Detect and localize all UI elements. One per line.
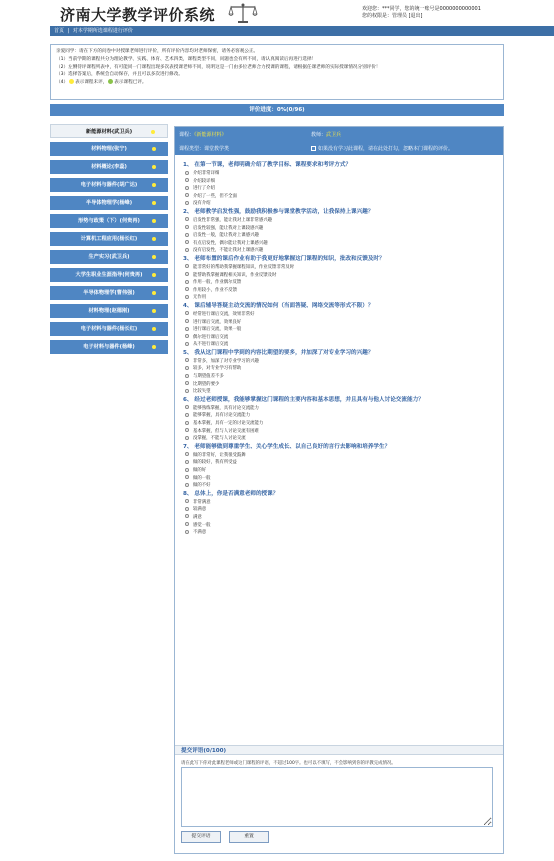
balance-scale-icon [228, 2, 258, 24]
answer-option[interactable] [183, 225, 497, 233]
unrated-dot-icon [152, 165, 156, 169]
answer-option-label: 基本掌握，但与人讨论交流有困难 [193, 428, 259, 434]
breadcrumb [50, 26, 554, 36]
answer-option[interactable] [183, 529, 497, 537]
course-item[interactable] [50, 160, 168, 174]
answer-option-label: 能非常好的帮助我掌握课程知识，作业反馈非常及时 [193, 264, 294, 270]
answer-option[interactable] [183, 388, 497, 396]
unrated-dot-icon [151, 130, 155, 134]
radio-button[interactable] [185, 499, 189, 503]
radio-button[interactable] [185, 421, 189, 425]
radio-button[interactable] [185, 334, 189, 338]
answer-option[interactable] [183, 247, 497, 255]
answer-option-label: 做的好 [193, 468, 207, 473]
answer-option[interactable] [183, 193, 497, 201]
answer-option[interactable] [183, 420, 497, 428]
answer-option[interactable] [183, 381, 497, 389]
question-title: 4、 课后辅导答疑主动交流的情况如何（当面答疑、网络交流等形式不限）？ [183, 302, 374, 309]
question-title: 3、 老师布置的课后作业有助于我更好地掌握这门课程的知识，批改和反馈及时？ [183, 255, 385, 262]
answer-option-label: 做的非常好，让我很受鼓舞 [193, 452, 246, 458]
course-sidebar [50, 124, 168, 358]
answer-option-label: 做的较好，我有所受益 [193, 460, 237, 466]
question [183, 302, 497, 349]
comment-textarea[interactable] [181, 767, 493, 827]
course-item-label: 大学生职业生涯指导(何贵再) [75, 272, 143, 278]
unrated-dot-icon [152, 309, 156, 313]
unrated-dot-icon [152, 327, 156, 331]
course-item[interactable] [50, 214, 168, 228]
teacher-info [311, 131, 341, 138]
unrated-dot-icon [152, 273, 156, 277]
radio-button[interactable] [185, 280, 189, 284]
course-item-label: 新能源材料(武卫兵) [85, 129, 133, 135]
radio-button[interactable] [185, 389, 189, 393]
answer-option-label: 启发性较强，能让我对上课较感兴趣 [193, 225, 264, 231]
radio-button[interactable] [185, 171, 189, 175]
radio-button[interactable] [185, 436, 189, 440]
question [183, 443, 497, 490]
answer-option-label: 不满意 [193, 530, 207, 536]
radio-button[interactable] [185, 319, 189, 323]
radio-button[interactable] [185, 248, 189, 252]
answer-option[interactable] [183, 435, 497, 443]
legend-prefix: （4） [56, 80, 69, 86]
answer-option-label: 非常多，加深了对专业学习的兴趣 [193, 358, 259, 364]
notice-legend [56, 79, 498, 87]
comment-title: 提交评语(0/100) [175, 745, 503, 755]
course-item-label: 电子材料与器件(杨长红) [80, 326, 138, 332]
radio-button[interactable] [185, 178, 189, 182]
answer-option[interactable] [183, 287, 497, 295]
answer-option[interactable] [183, 506, 497, 514]
course-item[interactable] [50, 196, 168, 210]
skip-note: 如果没有学习此课程，请在此处打勾，忽略本门课程的评价。 [318, 146, 454, 152]
answer-option-label: 介绍了一些，但不全面 [193, 193, 237, 199]
answer-option[interactable] [183, 170, 497, 178]
course-item-label: 计算机工程应用(杨长红) [80, 236, 138, 242]
answer-option-label: 没有启发性，不能让我对上课感兴趣 [193, 248, 264, 254]
answer-option[interactable] [183, 279, 497, 287]
answer-option-label: 感觉一般 [193, 522, 211, 528]
course-item[interactable] [50, 322, 168, 336]
notice-box [50, 44, 504, 100]
notice-line: （1）当前学期的课程共分为理论教学、实践、体育、艺术四类，课程类型不同，问题也会有所不同，请认真阅读后再进行选择！ [56, 56, 317, 62]
answer-option-label: 介绍非常详细 [193, 171, 220, 176]
teacher-label: 教师： [311, 132, 327, 138]
unrated-dot-icon [152, 183, 156, 187]
progress-bar: 评价进度：0%(0/96) [50, 104, 504, 116]
answer-option[interactable] [183, 475, 497, 483]
answer-option[interactable] [183, 200, 497, 208]
course-type: 课程类型：课堂教学类 [179, 146, 230, 152]
radio-button[interactable] [185, 193, 189, 197]
answer-option[interactable] [183, 467, 497, 475]
radio-button[interactable] [185, 217, 189, 221]
answer-option-label: 进行了介绍 [193, 186, 215, 192]
answer-option-label: 非常满意 [193, 499, 211, 505]
nav-home-link[interactable]: 首页 [54, 28, 65, 34]
answer-option-label: 进行课后交流，效果一般 [193, 327, 242, 333]
unrated-dot-icon [152, 345, 156, 349]
question-title: 2、 老师教学启发性强，鼓励我积极参与课堂教学活动，让我保持上课兴趣？ [183, 208, 374, 215]
reset-button[interactable]: 重置 [229, 831, 269, 843]
answer-option[interactable] [183, 482, 497, 490]
course-item[interactable] [50, 340, 168, 354]
answer-option[interactable] [183, 319, 497, 327]
question-title: 7、 老师能够做到尊重学生、关心学生成长、以自己良好的言行去影响和培养学生？ [183, 443, 391, 450]
answer-option-label: 作用一般，作业偶尔反馈 [193, 280, 242, 286]
answer-option[interactable] [183, 294, 497, 302]
radio-button[interactable] [185, 405, 189, 409]
radio-button[interactable] [185, 468, 189, 472]
course-item-label: 材料概论(李蕊) [91, 164, 127, 170]
course-item-label: 材料物理(张宁) [91, 146, 127, 152]
radio-button[interactable] [185, 272, 189, 276]
question [183, 208, 497, 255]
radio-button[interactable] [185, 381, 189, 385]
answer-option-label: 做的不好 [193, 483, 211, 489]
answer-option-label: 有点启发性，偶尔能让我对上课感兴趣 [193, 240, 268, 246]
answer-option[interactable] [183, 311, 497, 319]
answer-option[interactable] [183, 452, 497, 460]
radio-button[interactable] [185, 264, 189, 268]
radio-button[interactable] [185, 342, 189, 346]
course-item[interactable] [50, 250, 168, 264]
course-item-label: 半导体物理学(曹伟强) [83, 290, 135, 296]
evaluation-panel [174, 126, 504, 854]
answer-option[interactable] [183, 217, 497, 225]
nav-current: 对本学期所选课程进行评价 [72, 28, 133, 34]
notice-line: （2）左侧待评课程列表中，有可能同一门课程出现多次表授课老师不同，说明这是一门由多位老师合力授课的课程，请根据任课老师的实际授课情况分别评价！ [56, 64, 381, 70]
legend-rated: 表示课程已评。 [114, 80, 147, 86]
answer-option[interactable] [183, 272, 497, 280]
answer-option[interactable] [183, 178, 497, 186]
question [183, 349, 497, 396]
radio-button[interactable] [185, 240, 189, 244]
nav-separator: | [67, 28, 70, 34]
course-item-label: 半导体物理学(杨峰) [85, 200, 133, 206]
unrated-dot-icon [152, 291, 156, 295]
answer-option[interactable] [183, 358, 497, 366]
user-info [362, 6, 481, 20]
radio-button[interactable] [185, 514, 189, 518]
course-item-label: 形势与政策（下）(何贵再) [78, 218, 140, 224]
answer-option[interactable] [183, 326, 497, 334]
course-item-label: 电子材料与器件(胡广达) [80, 182, 138, 188]
app-title: 济南大学教学评价系统 [60, 6, 216, 24]
radio-button[interactable] [185, 201, 189, 205]
answer-option-label: 能够掌握，具有讨论交流能力 [193, 413, 251, 419]
answer-option-label: 无作用 [193, 295, 207, 301]
answer-option-label: 没掌握，不能与人讨论交流 [193, 436, 246, 442]
teacher-name: 武卫兵 [326, 132, 342, 138]
course-item-label: 电子材料与器件(杨峰) [83, 344, 135, 350]
app-header [0, 0, 554, 26]
answer-option-label: 较多，对专业学习有帮助 [193, 366, 242, 372]
question-title: 8、 总体上，你是否满意老师的授课？ [183, 490, 279, 497]
radio-button[interactable] [185, 428, 189, 432]
question [183, 161, 497, 208]
answer-option[interactable] [183, 405, 497, 413]
answer-option-label: 进行课后交流，效果良好 [193, 319, 242, 325]
unrated-dot-icon [152, 201, 156, 205]
radio-button[interactable] [185, 287, 189, 291]
answer-option[interactable] [183, 499, 497, 507]
radio-button[interactable] [185, 225, 189, 229]
course-item[interactable] [50, 178, 168, 192]
user-label: 欢迎您： [362, 6, 383, 12]
answer-option[interactable] [183, 240, 497, 248]
course-header [175, 127, 503, 155]
course-label: 课程： [179, 132, 195, 138]
answer-option-label: 能够熟练掌握，具有讨论交流能力 [193, 405, 259, 411]
unrated-dot-icon [152, 147, 156, 151]
answer-option-label: 做的一般 [193, 475, 211, 481]
course-item[interactable] [50, 232, 168, 246]
answer-option-label: 较满意 [193, 507, 207, 513]
notice-line: 亲爱同学：请在下方的问卷中对授课老师进行评价，所有评价内容均对老师保密，请务必客观公正。 [56, 49, 259, 54]
radio-button[interactable] [185, 413, 189, 417]
question-list [175, 155, 503, 537]
radio-button[interactable] [185, 475, 189, 479]
answer-option[interactable] [183, 412, 497, 420]
legend-unrated: 表示课程未评， [75, 80, 108, 86]
skip-course-option[interactable] [311, 145, 453, 152]
answer-option[interactable] [183, 428, 497, 436]
answer-option-label: 偶尔进行课后交流 [193, 334, 229, 340]
answer-option[interactable] [183, 373, 497, 381]
radio-button[interactable] [185, 507, 189, 511]
radio-button[interactable] [185, 327, 189, 331]
answer-option-label: 作用较小，作业不反馈 [193, 287, 237, 293]
question-title: 5、 我从这门课程中学到的内容比期望的要多，并加深了对专业学习的兴趣？ [183, 349, 374, 356]
answer-option[interactable] [183, 264, 497, 272]
answer-option[interactable] [183, 522, 497, 530]
course-item[interactable] [50, 124, 168, 138]
answer-option-label: 满意 [193, 514, 202, 520]
radio-button[interactable] [185, 522, 189, 526]
answer-option-label: 与期望值差不多 [193, 374, 224, 380]
radio-button[interactable] [185, 374, 189, 378]
answer-option-label: 基本掌握，具有一定的讨论交流能力 [193, 421, 264, 427]
comment-hint: 请在此写下你对此课程老师或这门课程的评语，不超过100字。也可以不填写，不会影响到你的评教完成情况。 [181, 761, 396, 766]
notice-line: （3）选择答案后，系统会自动保存，并且可以多次进行修改。 [56, 72, 183, 78]
answer-option-label: 经常进行课后交流，效果非常好 [193, 311, 255, 317]
answer-option[interactable] [183, 185, 497, 193]
identity-logout[interactable]: 您的权限是：管理员 [退出] [362, 13, 423, 19]
answer-option-label: 没有介绍 [193, 201, 211, 207]
question [183, 255, 497, 302]
submit-comment-button[interactable]: 提交评语 [181, 831, 221, 843]
course-item[interactable] [50, 304, 168, 318]
course-info [179, 131, 227, 138]
answer-option[interactable] [183, 334, 497, 342]
radio-button[interactable] [185, 460, 189, 464]
question [183, 396, 497, 443]
answer-option-label: 介绍较详细 [193, 178, 215, 184]
radio-button[interactable] [185, 233, 189, 237]
radio-button[interactable] [185, 483, 189, 487]
radio-button[interactable] [185, 295, 189, 299]
answer-option-label: 启发性一般，能让我对上课感兴趣 [193, 233, 259, 239]
course-item[interactable] [50, 142, 168, 156]
answer-option[interactable] [183, 459, 497, 467]
course-item-label: 生产实习(武卫兵) [88, 254, 130, 260]
unrated-dot-icon [152, 237, 156, 241]
answer-option[interactable] [183, 232, 497, 240]
user-name: ***同学，您的统一账号是0000000000001 [382, 6, 481, 12]
answer-option[interactable] [183, 514, 497, 522]
unrated-dot-icon [152, 255, 156, 259]
unrated-dot-icon [152, 219, 156, 223]
question [183, 490, 497, 537]
answer-option-label: 从不进行课后交流 [193, 342, 229, 348]
course-item-label: 材料物理(赵德刚) [88, 308, 130, 314]
course-item[interactable] [50, 268, 168, 282]
course-name: 《新能源材料》 [194, 132, 227, 138]
question-title: 6、 经过老师授课，我能够掌握这门课程的主要内容和基本思想，并且具有与他人讨论交流能力？ [183, 396, 424, 403]
answer-option-label: 比较失望 [193, 389, 211, 395]
answer-option[interactable] [183, 341, 497, 349]
course-item[interactable] [50, 286, 168, 300]
answer-option-label: 启发性非常强，能让我对上课非常感兴趣 [193, 217, 273, 223]
radio-button[interactable] [185, 311, 189, 315]
rated-dot-icon [108, 79, 113, 84]
answer-option-label: 能帮助我掌握课程相关知识，作业反馈及时 [193, 272, 277, 278]
question-title: 1、 在第一节课，老师明确介绍了教学目标、课程要求和考评方式？ [183, 162, 352, 168]
radio-button[interactable] [185, 358, 189, 362]
answer-option-label: 比期望的要少 [193, 381, 220, 387]
radio-button[interactable] [185, 186, 189, 190]
unrated-dot-icon [69, 79, 74, 84]
radio-button[interactable] [185, 366, 189, 370]
radio-button[interactable] [185, 452, 189, 456]
skip-checkbox[interactable] [311, 146, 316, 151]
radio-button[interactable] [185, 530, 189, 534]
answer-option[interactable] [183, 365, 497, 373]
